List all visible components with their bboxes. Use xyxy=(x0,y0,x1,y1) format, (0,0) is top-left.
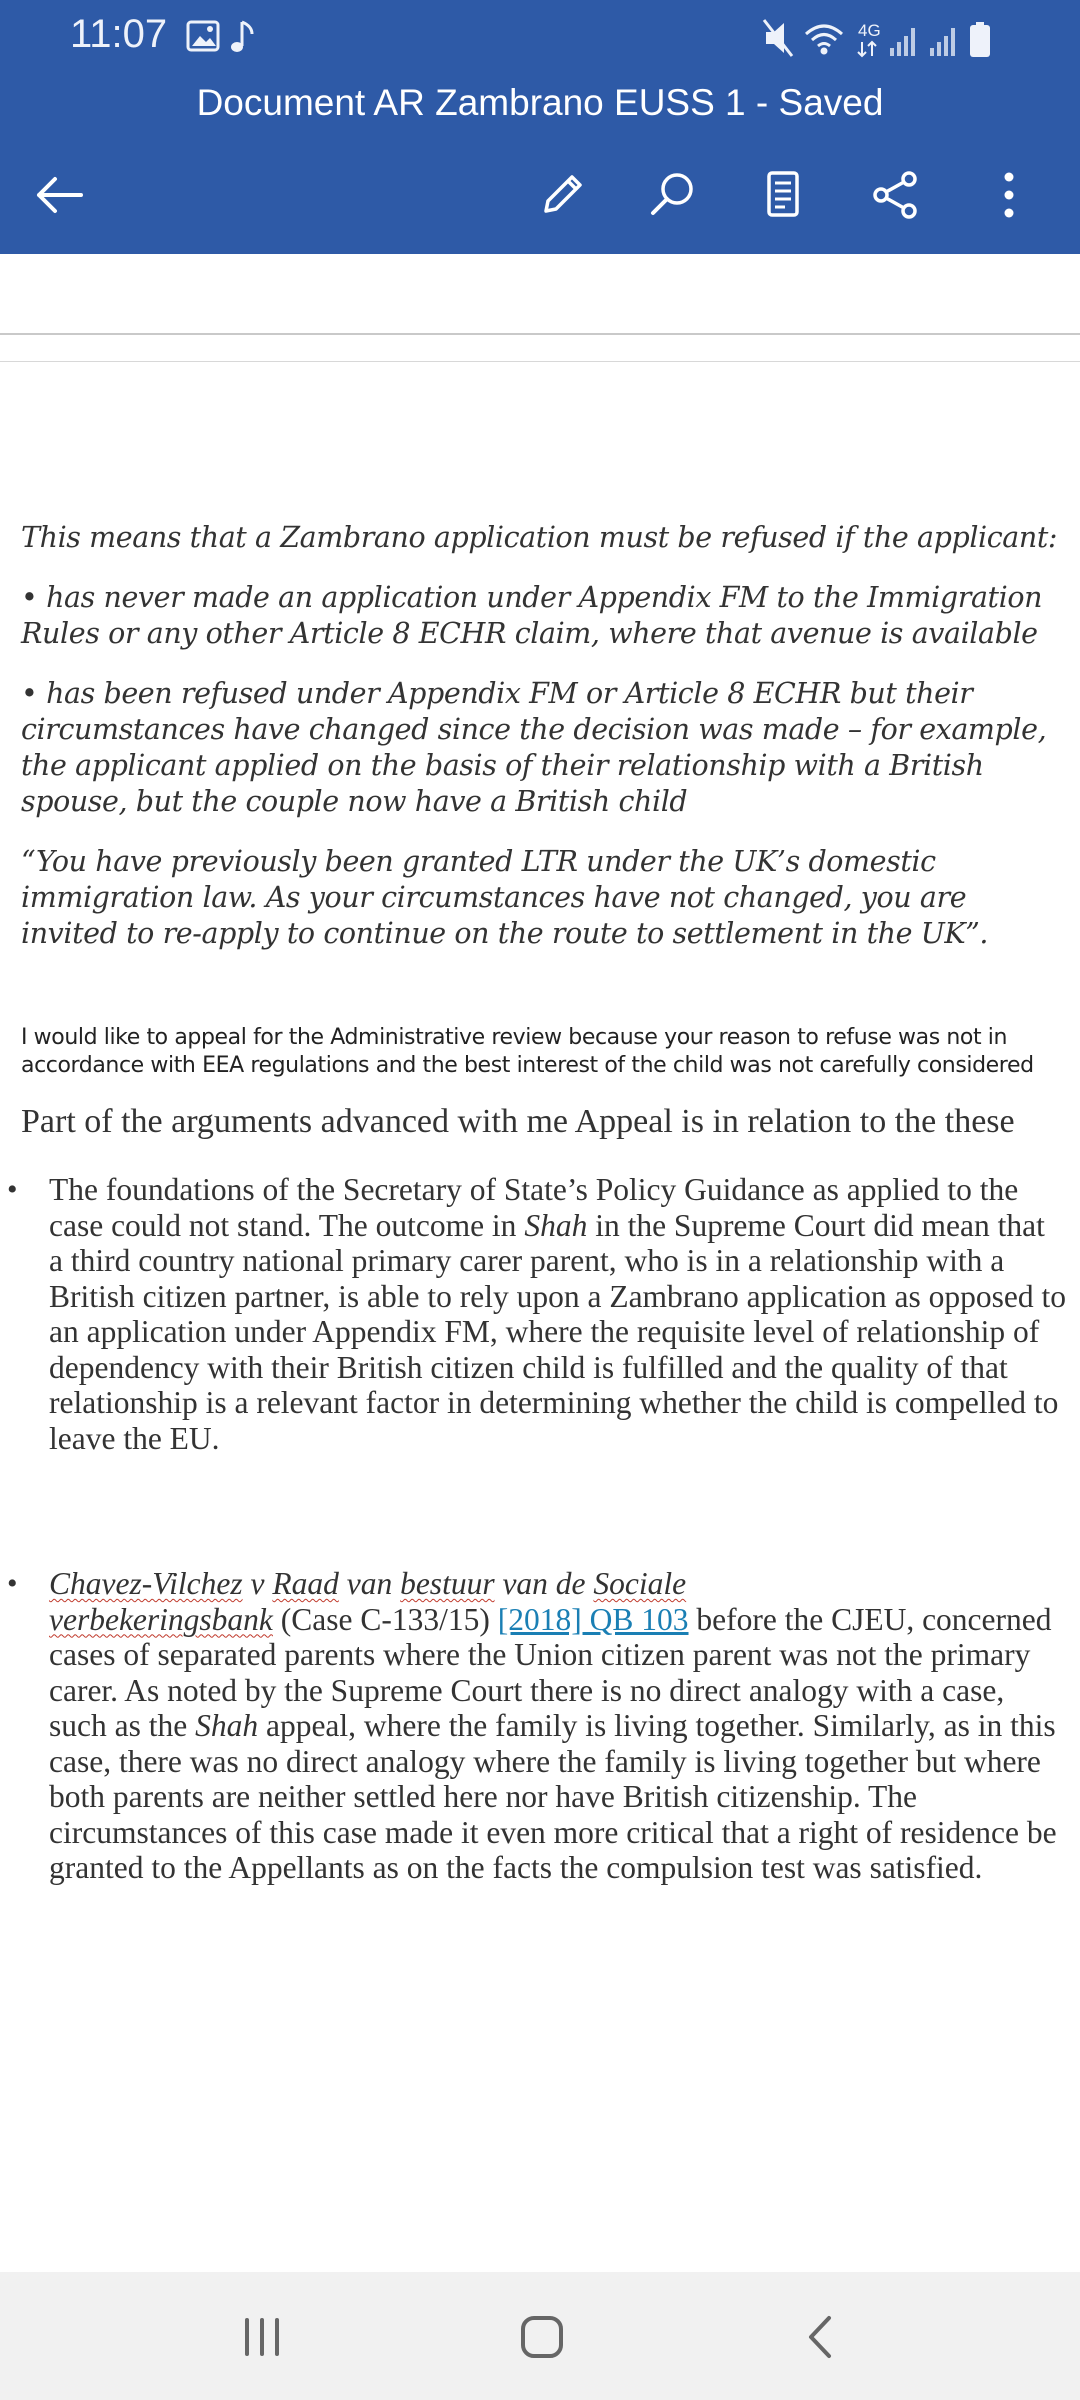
paragraph: This means that a Zambrano application must be refused if the applicant: xyxy=(21,521,1058,554)
recent-apps-button[interactable] xyxy=(217,2302,307,2372)
text-run: (Case C-133/15) xyxy=(272,1601,498,1637)
text-run: appeal, where the family is living together. Similarly, as in this case, there was no direct analogy where the family is living together but where both parents are neither settled here nor have British citizenship. The circumstances of this case made it even more critical that a right of residence be granted to the Appellants as on the facts the compulsion test was satisfied. xyxy=(49,1708,1057,1885)
4g-label: 4G xyxy=(858,21,881,40)
page-divider xyxy=(0,333,1080,335)
home-button[interactable] xyxy=(497,2302,587,2372)
wifi-icon xyxy=(806,26,842,53)
paragraph: • has never made an application under Appendix FM to the Immigration Rules or any other Article 8 ECHR claim, where that avenue is available xyxy=(21,581,1043,650)
quote-paragraph: “You have previously been granted LTR under the UK’s domestic immigration law. As your circumstances have not changed, you are invited to re-apply to continue on the route to settlement in the UK”. xyxy=(21,845,989,950)
music-note-icon xyxy=(231,22,252,52)
recent-apps-icon xyxy=(237,2312,287,2362)
heading-paragraph: Part of the arguments advanced with me Appeal is in relation to the these xyxy=(21,1103,1015,1140)
paragraph: I would like to appeal for the Administrative review because your reason to refuse was not in accordance with EEA regulations and the best interest of the child was not carefully considered xyxy=(21,1025,1034,1078)
navigation-bar xyxy=(0,2272,1080,2400)
edit-button[interactable] xyxy=(527,160,597,230)
reading-view-icon xyxy=(755,167,811,223)
app-bar xyxy=(0,0,1080,254)
status-left-icons xyxy=(186,18,266,58)
back-button[interactable] xyxy=(24,160,94,230)
spell-flag-text: Raad xyxy=(272,1566,339,1601)
list-item xyxy=(7,1172,1066,1456)
share-button[interactable] xyxy=(860,160,930,230)
status-bar xyxy=(0,0,1080,76)
spell-flag-text: Sociale xyxy=(593,1566,687,1601)
list-item-text xyxy=(49,1566,1066,1886)
pencil-icon xyxy=(534,167,590,223)
text-run: The foundations of the Secretary of State’s Policy Guidance as applied to the case could not stand. The outcome in xyxy=(49,1172,1019,1243)
paragraph: • has been refused under Appendix FM or Article 8 ECHR but their circumstances have changed since the decision was made – for example, the applicant applied on the basis of their relationship with a British spouse, but the couple now have a British child xyxy=(21,677,1047,818)
battery-icon xyxy=(970,22,990,57)
page-divider xyxy=(0,361,1080,362)
list-item xyxy=(7,1566,1066,1886)
spell-flag-text: Chavez-Vilchez xyxy=(49,1566,243,1601)
back-nav-button[interactable] xyxy=(777,2302,867,2372)
signal-icon xyxy=(890,28,915,56)
status-time: 11:07 xyxy=(70,12,168,56)
spell-flag-text: verbekeringsbank xyxy=(49,1601,273,1637)
citation-link[interactable]: [2018] QB 103 xyxy=(497,1601,689,1637)
italic-text: Shah xyxy=(195,1708,259,1743)
document-body[interactable] xyxy=(7,520,1066,1886)
reading-view-button[interactable] xyxy=(748,160,818,230)
share-icon xyxy=(867,167,923,223)
text-run: v xyxy=(242,1566,273,1601)
text-run: before the CJEU, concerned cases of separated parents where the Union citizen parent was not the primary carer. As noted by the Supreme Court there is no direct analogy with a case, such as the xyxy=(49,1601,1052,1743)
text-run: van de xyxy=(494,1566,594,1601)
gallery-icon xyxy=(188,22,218,50)
document-title: Document AR Zambrano EUSS 1 - Saved xyxy=(196,82,884,123)
back-arrow-icon xyxy=(31,167,87,223)
bullet-glyph: • xyxy=(7,1567,18,1600)
spell-flag-text: bestuur xyxy=(400,1566,495,1601)
home-icon xyxy=(517,2312,567,2362)
status-right-icons xyxy=(762,16,1032,60)
bullet-glyph: • xyxy=(7,1173,18,1206)
signal-icon xyxy=(930,28,955,56)
list-item-text xyxy=(49,1172,1066,1456)
text-run: van xyxy=(338,1566,401,1601)
italic-text: Shah xyxy=(524,1207,588,1243)
back-icon xyxy=(797,2312,847,2362)
text-run: in the Supreme Court did mean that a third country national primary carer parent, who is in a relationship with a British citizen partner, is able to rely upon a Zambrano application as opposed to an application under Appendix FM, where the requisite level of relationship of dependency with their British citizen child is fulfilled and the quality of that relationship is a relevant factor in determining whether the child is compelled to leave the EU. xyxy=(49,1207,1066,1456)
search-button[interactable] xyxy=(638,160,708,230)
more-vert-icon xyxy=(981,167,1037,223)
more-options-button[interactable] xyxy=(974,160,1044,230)
mute-icon xyxy=(764,20,792,56)
search-icon xyxy=(645,167,701,223)
data-arrows-icon xyxy=(858,42,876,56)
